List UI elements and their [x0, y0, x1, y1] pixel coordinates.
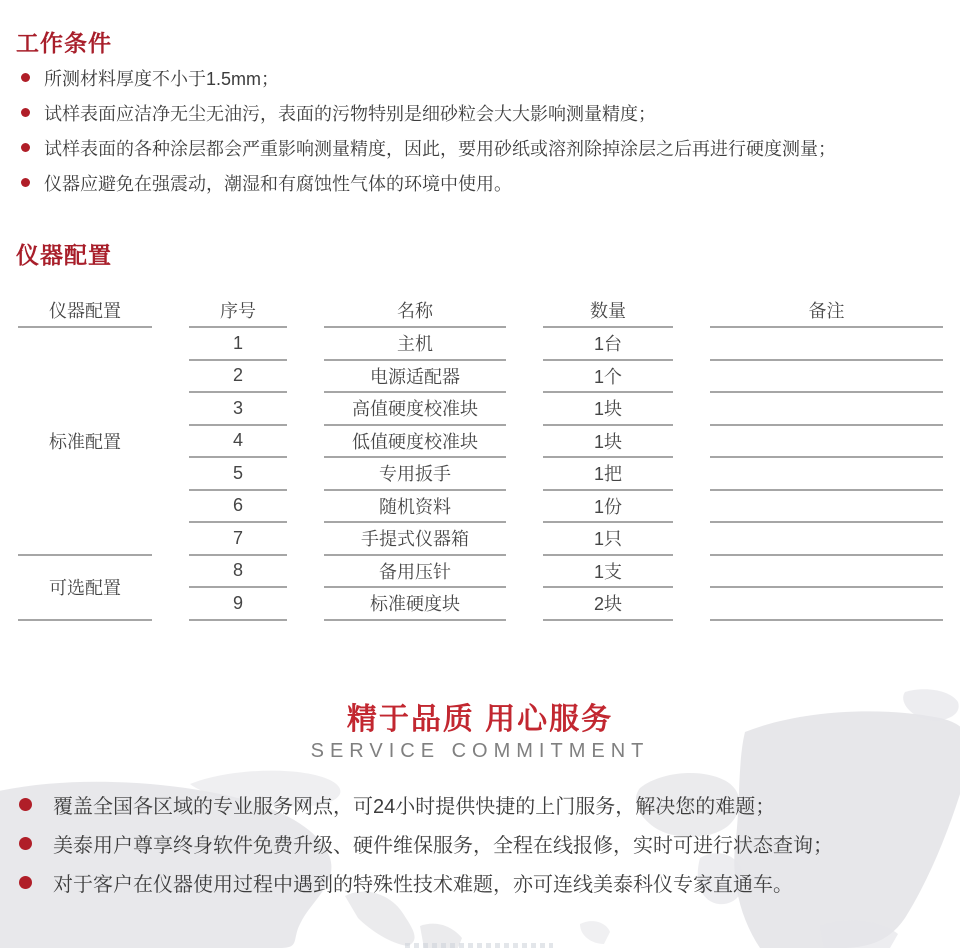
- table-cell-no: 7: [189, 523, 287, 556]
- table-cell-note: [710, 458, 943, 491]
- config-table-column-qty: [543, 293, 673, 621]
- table-cell-name: 标准硬度块: [324, 588, 506, 621]
- service-item: [0, 785, 960, 824]
- footer-watermark: [405, 943, 553, 948]
- condition-text: 试样表面的各种涂层都会严重影响测量精度，因此，要用砂纸或溶剂除掉涂层之后再进行硬度测量；: [44, 138, 836, 159]
- condition-item: [0, 60, 960, 95]
- table-cell-name: 高值硬度校准块: [324, 393, 506, 426]
- service-text: 覆盖全国各区域的专业服务网点，可24小时提供快捷的上门服务，解决您的难题；: [53, 796, 776, 818]
- table-cell-note: [710, 556, 943, 589]
- service-slogan-cn: 精于品质 用心服务: [346, 703, 614, 736]
- table-cell-qty: 1块: [543, 393, 673, 426]
- table-cell-no: 8: [189, 556, 287, 589]
- service-item: [0, 824, 960, 863]
- table-cell-no: 2: [189, 361, 287, 394]
- service-slogan-en: SERVICE COMMITMENT: [310, 740, 650, 762]
- table-cell-note: [710, 523, 943, 556]
- column-header: 数量: [543, 293, 673, 328]
- config-table-column-no: [189, 293, 287, 621]
- condition-text: 试样表面应洁净无尘无油污，表面的污物特别是细砂粒会大大影响测量精度；: [44, 103, 656, 124]
- bullet-icon: [21, 178, 30, 187]
- table-cell-qty: 2块: [543, 588, 673, 621]
- config-table-column-note: [710, 293, 943, 621]
- table-cell-qty: 1块: [543, 426, 673, 459]
- table-cell-note: [710, 426, 943, 459]
- table-cell-name: 专用扳手: [324, 458, 506, 491]
- column-header: 仪器配置: [18, 293, 152, 328]
- bullet-icon: [19, 798, 32, 811]
- bullet-icon: [21, 73, 30, 82]
- bullet-icon: [21, 143, 30, 152]
- column-header: 名称: [324, 293, 506, 328]
- working-conditions-title: 工作条件: [16, 30, 112, 56]
- config-table-column-name: [324, 293, 506, 621]
- table-cell-note: [710, 328, 943, 361]
- table-cell-qty: 1只: [543, 523, 673, 556]
- table-cell-name: 电源适配器: [324, 361, 506, 394]
- condition-item: [0, 130, 960, 165]
- bullet-icon: [19, 876, 32, 889]
- table-cell-note: [710, 361, 943, 394]
- table-cell-name: 主机: [324, 328, 506, 361]
- service-text: 美泰用户尊享终身软件免费升级、硬件维保服务，全程在线报修，实时可进行状态查询；: [53, 835, 833, 857]
- working-conditions-list: [0, 60, 960, 200]
- condition-item: [0, 95, 960, 130]
- table-cell-no: 4: [189, 426, 287, 459]
- table-cell-name: 备用压针: [324, 556, 506, 589]
- column-header: 备注: [710, 293, 943, 328]
- table-cell-note: [710, 491, 943, 524]
- table-cell-qty: 1份: [543, 491, 673, 524]
- group-label-standard: 标准配置: [18, 328, 152, 556]
- service-text: 对于客户在仪器使用过程中遇到的特殊性技术难题，亦可连线美泰科仪专家直通车。: [53, 874, 793, 896]
- table-cell-name: 低值硬度校准块: [324, 426, 506, 459]
- config-table-column-group: [18, 293, 152, 621]
- table-cell-no: 6: [189, 491, 287, 524]
- table-cell-name: 随机资料: [324, 491, 506, 524]
- table-cell-no: 1: [189, 328, 287, 361]
- table-cell-qty: 1把: [543, 458, 673, 491]
- table-cell-no: 9: [189, 588, 287, 621]
- condition-text: 所测材料厚度不小于1.5mm；: [44, 68, 280, 89]
- table-cell-note: [710, 393, 943, 426]
- service-commitment-list: [0, 785, 960, 902]
- table-cell-no: 5: [189, 458, 287, 491]
- table-cell-qty: 1个: [543, 361, 673, 394]
- table-cell-qty: 1支: [543, 556, 673, 589]
- condition-text: 仪器应避免在强震动，潮湿和有腐蚀性气体的环境中使用。: [44, 173, 512, 194]
- table-cell-no: 3: [189, 393, 287, 426]
- bullet-icon: [19, 837, 32, 850]
- service-item: [0, 863, 960, 902]
- bullet-icon: [21, 108, 30, 117]
- column-header: 序号: [189, 293, 287, 328]
- config-table: [18, 293, 943, 621]
- group-label-optional: 可选配置: [18, 556, 152, 621]
- table-cell-note: [710, 588, 943, 621]
- condition-item: [0, 165, 960, 200]
- table-cell-qty: 1台: [543, 328, 673, 361]
- config-title: 仪器配置: [16, 242, 112, 268]
- table-cell-name: 手提式仪器箱: [324, 523, 506, 556]
